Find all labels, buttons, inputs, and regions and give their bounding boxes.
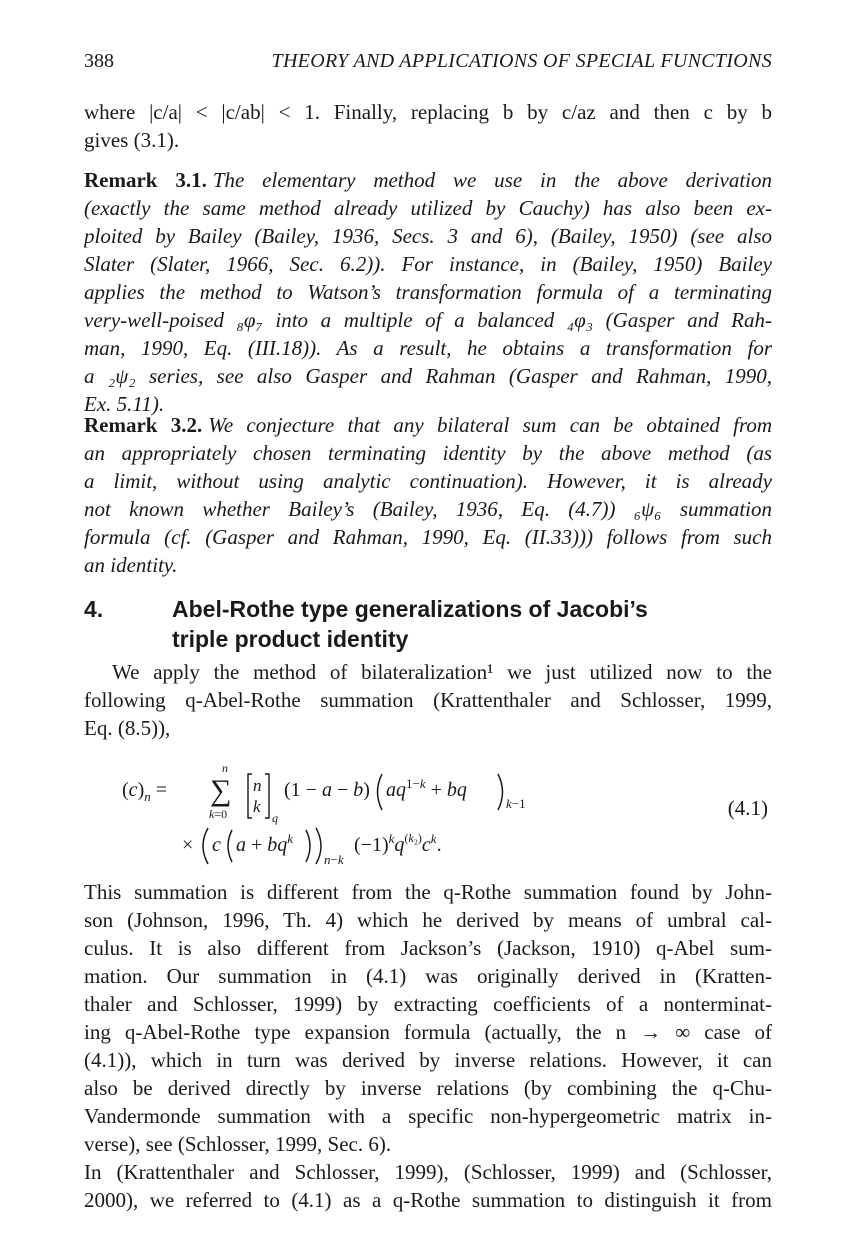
remark-line: an identity. — [84, 553, 178, 577]
remark-line: an appropriately chosen terminating identity by the above method (as — [84, 441, 772, 465]
paragraph-line: mation. Our summation in (4.1) was originally derived in (Kratten- — [84, 964, 772, 988]
remark-line: Slater (Slater, 1966, Sec. 6.2)). For instance, in (Bailey, 1950) Bailey — [84, 252, 772, 276]
paragraph-line: In (Krattenthaler and Schlosser, 1999), (Schlosser, 1999) and (Schlosser, — [84, 1160, 772, 1184]
remark-label: Remark 3.2. — [84, 413, 203, 437]
paragraph-discussion — [84, 878, 772, 1158]
svg-text:∑: ∑ — [210, 774, 232, 807]
paragraph-intro-4 — [84, 658, 772, 742]
paragraph-line: We apply the method of bilateralization¹ we just utilized now to the — [112, 660, 772, 684]
paragraph-line: also be derived directly by inverse relations (by combining the q-Chu- — [84, 1076, 772, 1100]
remark-line: a limit, without using analytic continuation). However, it is already — [84, 469, 772, 493]
paragraph-line: (4.1)), which in turn was derived by inverse relations. However, it can — [84, 1048, 772, 1072]
paragraph-line: son (Johnson, 1996, Th. 4) which he derived by means of umbral cal- — [84, 908, 772, 932]
svg-text:n: n — [222, 761, 228, 775]
remark-line: applies the method to Watson’s transformation formula of a terminating — [84, 280, 772, 304]
paragraph-line: culus. It is also different from Jackson’s (Jackson, 1910) q-Abel sum- — [84, 936, 772, 960]
remark-line: formula (cf. (Gasper and Rahman, 1990, Eq. (II.33))) follows from such — [84, 525, 772, 549]
paragraph-line: verse), see (Schlosser, 1999, Sec. 6). — [84, 1132, 392, 1156]
remark-line: Ex. 5.11). — [84, 392, 165, 416]
paragraph-line: thaler and Schlosser, 1999) by extracting coefficients of a nonterminat- — [84, 992, 772, 1016]
remark-line: very-well-poised ₈φ₇ into a multiple of a balanced ₄φ₃ (Gasper and Rah- — [84, 308, 772, 332]
svg-text:×: × — [182, 834, 194, 856]
remark-text: We conjecture that any bilateral sum can be obtained from — [208, 413, 772, 437]
svg-text:n−k: n−k — [324, 852, 344, 866]
svg-text:(c)n =: $(c)_n$ = — [122, 779, 168, 804]
intro-paragraph — [84, 98, 772, 154]
section-title — [172, 594, 772, 654]
remark-line: ploited by Bailey (Bailey, 1936, Secs. 3 and 6), (Bailey, 1950) (see also — [84, 224, 772, 248]
svg-text:n: n — [253, 776, 262, 795]
paragraph-line: following q-Abel-Rothe summation (Krattenthaler and Schlosser, 1999, — [84, 688, 772, 712]
remark-line: a ₂ψ₂ series, see also Gasper and Rahman (Gasper and Rahman, 1990, — [84, 364, 772, 388]
paragraph-line: ing q-Abel-Rothe type expansion formula (actually, the n → ∞ case of — [84, 1020, 772, 1044]
paragraph-line: Vandermonde summation with a specific non-hypergeometric matrix in- — [84, 1104, 772, 1128]
svg-text:aq1−k + bq: $aq^{1-k}$ + bq — [386, 776, 467, 801]
running-head — [84, 50, 772, 80]
paragraph-line: 2000), we referred to (4.1) as a q-Rothe summation to distinguish it from — [84, 1188, 772, 1212]
running-title: THEORY AND APPLICATIONS OF SPECIAL FUNCTIONS — [271, 50, 772, 72]
remark-first-line — [84, 411, 772, 439]
paragraph-line: Eq. (8.5)), — [84, 716, 171, 740]
section-title-line: Abel-Rothe type generalizations of Jacobi’s — [172, 596, 648, 622]
svg-text:(1 − a − b): (1 − a − b) — [284, 779, 370, 801]
svg-text:k=0: k=0 — [209, 807, 228, 821]
remark-3-1 — [84, 166, 772, 418]
remark-text: The elementary method we use in the above derivation — [212, 168, 772, 192]
svg-text:k−1: k−1 — [506, 796, 526, 811]
remark-line: (exactly the same method already utilized by Cauchy) has also been ex- — [84, 196, 772, 220]
paragraph-line: This summation is different from the q-Rothe summation found by John- — [84, 880, 772, 904]
equation-number: (4.1) — [727, 796, 768, 820]
equation-formula — [84, 756, 772, 866]
intro-line: gives (3.1). — [84, 128, 180, 152]
remark-line: not known whether Bailey’s (Bailey, 1936, Eq. (4.7)) ₆ψ₆ summation — [84, 497, 772, 521]
section-number: 4. — [84, 596, 104, 622]
paragraph-closing — [84, 1158, 772, 1214]
page-number: 388 — [84, 50, 114, 72]
svg-text:(−1)kq(k₂)ck.: $(-1)^kq^{(k_2)}c^k$. — [354, 831, 442, 856]
equation-4-1 — [84, 756, 772, 866]
section-title-line: triple product identity — [172, 626, 409, 652]
remark-label: Remark 3.1. — [84, 168, 207, 192]
svg-text:q: q — [272, 811, 278, 825]
svg-text:a + bqk: $a + bq^k$ — [236, 831, 294, 856]
remark-first-line — [84, 166, 772, 194]
intro-line: where |c/a| < |c/ab| < 1. Finally, replacing b by c/az and then c by b — [84, 100, 772, 124]
svg-text:k: k — [253, 797, 261, 816]
svg-text:c: c — [212, 834, 221, 856]
remark-3-2 — [84, 411, 772, 579]
remark-line: man, 1990, Eq. (III.18)). As a result, he obtains a transformation for — [84, 336, 772, 360]
